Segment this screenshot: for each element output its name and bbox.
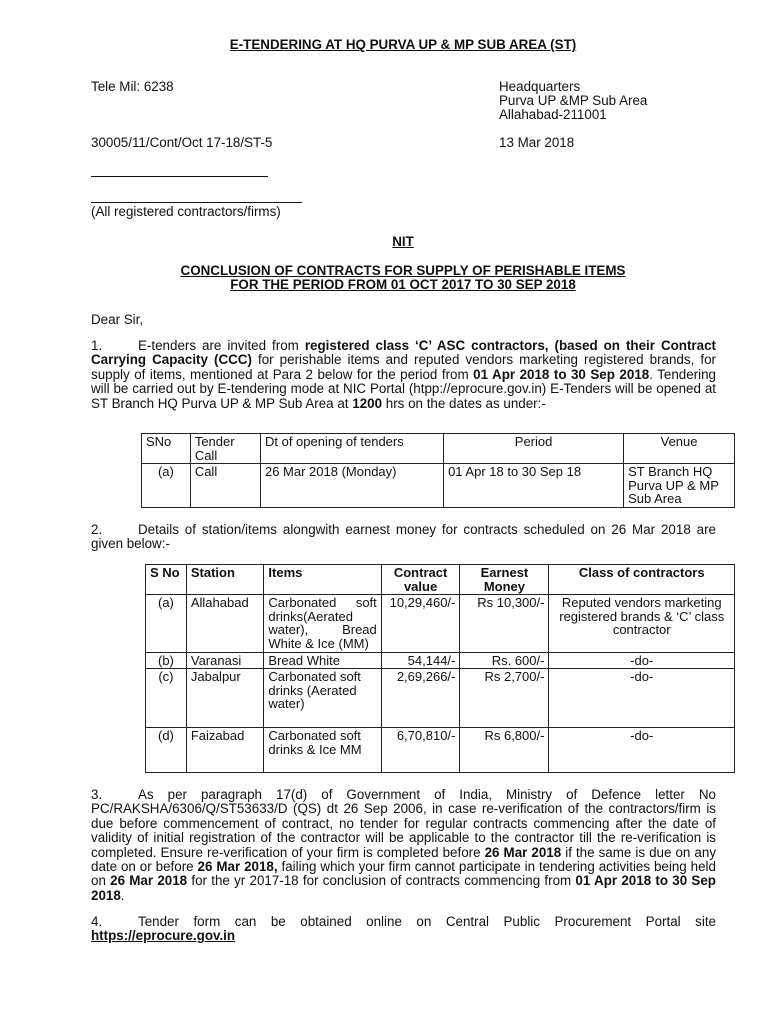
table-cell: Carbonated soft drinks & Ice MM	[264, 728, 381, 773]
paragraph-3-bold: 26 Mar 2018,	[197, 859, 278, 875]
paragraph-4-number: 4.	[91, 914, 103, 929]
table-header: Period	[444, 434, 624, 464]
paragraph-1-text: . Tendering will be carried out by E-tendering mode at NIC Portal (htpp://eprocure.gov.in) E-Tenders will be opened at ST Branch HQ Purva UP & MP Sub Area at	[91, 366, 716, 411]
table-cell: Bread White	[264, 652, 381, 669]
table-cell: ST Branch HQ Purva UP & MP Sub Area	[624, 464, 735, 508]
table-header-row	[146, 565, 735, 595]
table-cell: -do-	[549, 728, 735, 773]
reference-number: 30005/11/Cont/Oct 17-18/ST-5	[91, 135, 273, 150]
table-header-row	[142, 434, 735, 464]
table-cell: Allahabad	[186, 595, 264, 652]
paragraph-2-text: Details of station/items alongwith earnest money for contracts scheduled on 26 Mar 2018 are given below:-	[91, 522, 716, 552]
paragraph-3-number: 3.	[91, 787, 103, 802]
paragraph-2-number: 2.	[91, 522, 103, 537]
table-header: Earnest Money	[460, 565, 549, 595]
table-header: Contract value	[381, 565, 460, 595]
paragraph-3-bold: 26 Mar 2018	[110, 873, 188, 889]
paragraph-1-text: E-tenders are invited from	[138, 338, 305, 353]
table-header: Dt of opening of tenders	[260, 434, 443, 464]
table-row	[146, 669, 735, 728]
paragraph-1-bold: 1200	[352, 395, 383, 411]
table-row	[146, 652, 735, 669]
paragraph-3-text: .	[120, 887, 125, 903]
table-cell: 10,29,460/-	[381, 595, 460, 652]
table-header: Class of contractors	[549, 565, 735, 595]
table-cell: (a)	[142, 464, 191, 508]
paragraph-3-text: for the yr 2017-18 for conclusion of contracts commencing from	[187, 873, 576, 889]
paragraph-3	[91, 788, 716, 903]
paragraph-1-number: 1.	[91, 338, 103, 353]
table-cell: Reputed vendors marketing registered brands & ‘C’ class contractor	[549, 595, 735, 652]
eprocure-link[interactable]: https://eprocure.gov.in	[91, 928, 236, 944]
table-cell: Call	[190, 464, 260, 508]
table-row	[146, 728, 735, 773]
paragraph-1-bold: registered class ‘C’ ASC contractors, (based on their Contract Carrying Capacity (CCC)	[91, 338, 717, 368]
table-header: Venue	[624, 434, 735, 464]
subject-line-2: FOR THE PERIOD FROM 01 OCT 2017 TO 30 SEP 2018	[230, 277, 576, 292]
addressee: (All registered contractors/firms)	[91, 204, 281, 219]
table-header: S No	[146, 565, 187, 595]
paragraph-3-bold: 01 Apr 2018 to 30 Sep 2018	[91, 873, 716, 903]
blank-line-2	[91, 202, 302, 203]
table-cell: (b)	[146, 652, 187, 669]
table-cell: Jabalpur	[186, 669, 264, 728]
table-cell: Rs 10,300/-	[460, 595, 549, 652]
table-cell: 01 Apr 18 to 30 Sep 18	[444, 464, 624, 508]
table-cell: Rs. 600/-	[460, 652, 549, 669]
table-cell: Carbonated soft drinks (Aerated water)	[264, 669, 381, 728]
blank-line-1	[91, 176, 268, 177]
table-cell: (d)	[146, 728, 187, 773]
table-header: Items	[264, 565, 381, 595]
paragraph-1-bold: 01 Apr 2018 to 30 Sep 2018	[473, 366, 650, 382]
address-line-1: Headquarters	[499, 79, 581, 94]
paragraph-1	[91, 339, 716, 411]
table-cell: 54,144/-	[381, 652, 460, 669]
address-line-2: Purva UP &MP Sub Area	[499, 93, 648, 108]
nit-heading: NIT	[392, 234, 414, 249]
table-header: SNo	[142, 434, 191, 464]
table-cell: 26 Mar 2018 (Monday)	[260, 464, 443, 508]
table-cell: -do-	[549, 669, 735, 728]
table-cell: (a)	[146, 595, 187, 652]
table-cell: Carbonated soft drinks(Aerated water), Bread White & Ice (MM)	[264, 595, 381, 652]
subject-line-1: CONCLUSION OF CONTRACTS FOR SUPPLY OF PERISHABLE ITEMS	[180, 263, 626, 278]
table-cell: 2,69,266/-	[381, 669, 460, 728]
table-cell: Faizabad	[186, 728, 264, 773]
salutation: Dear Sir,	[91, 312, 144, 327]
table-cell: Rs 6,800/-	[460, 728, 549, 773]
paragraph-3-bold: 26 Mar 2018	[484, 844, 562, 860]
table-header: Tender Call	[190, 434, 260, 464]
tender-schedule-table	[141, 433, 735, 508]
paragraph-3-text: if the same is due on any date on or before	[91, 844, 717, 875]
table-cell: 6,70,810/-	[381, 728, 460, 773]
table-cell: Rs 2,700/-	[460, 669, 549, 728]
table-cell: Varanasi	[186, 652, 264, 669]
table-cell: (c)	[146, 669, 187, 728]
table-row	[146, 595, 735, 652]
table-row	[142, 464, 735, 508]
contracts-table	[145, 564, 735, 773]
paragraph-4	[91, 915, 716, 944]
letter-date: 13 Mar 2018	[499, 135, 575, 150]
paragraph-3-text: failing which your firm cannot participate in tendering activities being held on	[91, 859, 716, 889]
table-cell: -do-	[549, 652, 735, 669]
table-header: Station	[186, 565, 264, 595]
address-line-3: Allahabad-211001	[499, 107, 607, 122]
tele-number: Tele Mil: 6238	[91, 79, 174, 94]
paragraph-3-text: As per paragraph 17(d) of Government of India, Ministry of Defence letter No PC/RAKSHA/6306/Q/ST53633/D (QS) dt 26 Sep 2006, in case re-verification of the contractors/firm is due before commencement of contract, no tender for regular contracts commencing after the date of validity of initial registration of the contractor will be applicable to the contractor till the re-verification is completed. Ensure re-verification of your firm is completed before	[91, 787, 716, 860]
paragraph-2	[91, 523, 716, 552]
paragraph-1-text: hrs on the dates as under:-	[382, 395, 546, 411]
paragraph-4-text: Tender form can be obtained online on Central Public Procurement Portal site	[138, 914, 716, 929]
page-title: E-TENDERING AT HQ PURVA UP & MP SUB AREA (ST)	[229, 37, 577, 52]
paragraph-1-text: for perishable items and reputed vendors marketing registered brands, for supply of items, mentioned at Para 2 below for the period from	[91, 352, 716, 382]
